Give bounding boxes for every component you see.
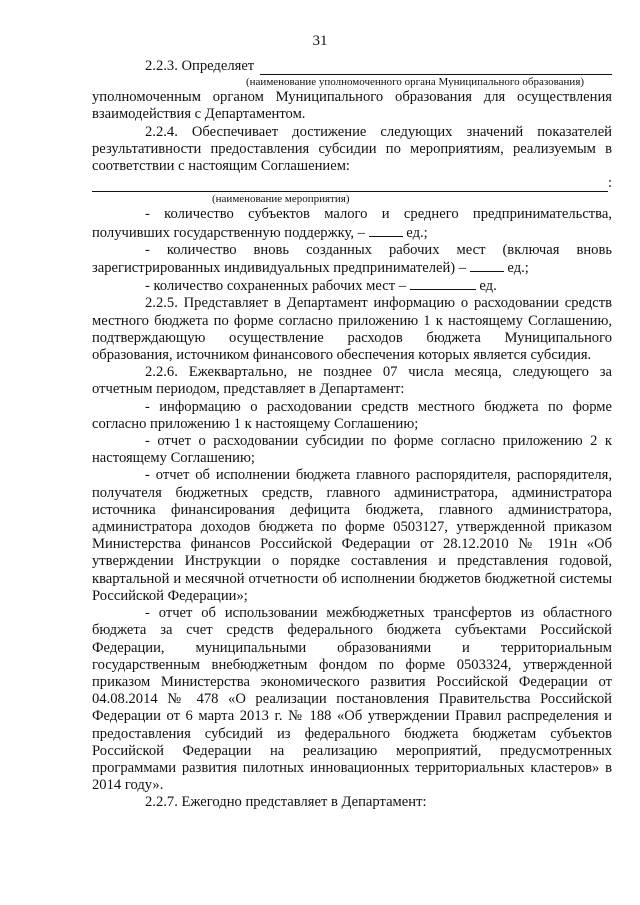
indicator-unit: ед. <box>479 278 497 295</box>
report-item: - информацию о расходовании средств местного бюджета по форме согласно приложению 1 к настоящему Соглашению; <box>92 398 612 432</box>
clause-2-2-4: 2.2.4. Обеспечивает достижение следующих значений показателей результативности предоставления субсидии по мероприятиям, реализуемым в соответствии с настоящим Соглашением: <box>92 123 612 175</box>
indicator-value-blank <box>410 277 476 290</box>
indicator-item <box>92 242 612 277</box>
indicator-text: - количество вновь созданных рабочих мест (включая вновь зарегистрированных индивидуальных предпринимателей) – <box>92 241 612 277</box>
report-item: - отчет об использовании межбюджетных трансфертов из областного бюджета за счет средств федерального бюджета субъектами Российской Федерации, муниципальными образованиями и территориальным государственным внебюджетным фондом по форме 0503324, утвержденной приказом Министерства экономического развития Российской Федерации от 04.08.2014 № 478 «О реализации постановления Правительства Российской Федерации от 6 марта 2013 г. № 188 «Об утверждении Правил распределения и предоставления субсидий из федерального бюджета бюджетам субъектов Российской Федерации на реализацию мероприятий, предусмотренных программами развития пилотных инновационных территориальных кластеров» в 2014 году». <box>92 605 612 794</box>
blank-activity-name <box>92 178 608 192</box>
indicator-item <box>92 277 612 295</box>
indicator-value-blank <box>369 224 403 237</box>
indicator-item <box>92 206 612 241</box>
activity-line <box>92 175 612 192</box>
clause-2-2-3-lead: 2.2.3. Определяет <box>145 58 255 74</box>
indicator-unit: ед.; <box>406 224 428 241</box>
clause-2-2-5: 2.2.5. Представляет в Департамент информацию о расходовании средств местного бюджета по форме согласно приложению 1 к настоящему Соглашению, подтверждающую осуществление расходов бюджета Муниципального образования, источником финансового обеспечения которых является субсидия. <box>92 295 612 364</box>
clause-2-2-7: 2.2.7. Ежегодно представляет в Департамент: <box>145 794 427 811</box>
caption-authority: (наименование уполномоченного органа Муниципального образования) <box>246 76 585 89</box>
clause-2-2-3-continuation: уполномоченным органом Муниципального образования для осуществления взаимодействия с Департаментом. <box>92 89 612 123</box>
report-item: - отчет о расходовании субсидии по форме согласно приложению 2 к настоящему Соглашению; <box>92 433 612 467</box>
clause-2-2-6: 2.2.6. Ежеквартально, не позднее 07 числа месяца, следующего за отчетным периодом, представляет в Департамент: <box>92 364 612 398</box>
indicator-text: - количество сохраненных рабочих мест – <box>145 278 407 295</box>
activity-colon: : <box>607 175 612 192</box>
indicator-value-blank <box>470 259 504 272</box>
clause-2-2-3 <box>92 58 612 75</box>
caption-activity: (наименование мероприятия) <box>212 193 350 206</box>
blank-authority-name <box>260 61 612 75</box>
report-item: - отчет об исполнении бюджета главного распорядителя, распорядителя, получателя бюджетных средств, главного администратора, администратора источника финансирования дефицита бюджета, главного администратора, администратора доходов бюджета по форме 0503127, утвержденной приказом Министерства финансов Российской Федерации от 28.12.2010 № 191н «Об утверждении Инструкции о порядке составления и представления годовой, квартальной и месячной отчетности об исполнении бюджетов бюджетной системы Российской Федерации»; <box>92 467 612 604</box>
document-body <box>92 58 612 812</box>
indicator-unit: ед.; <box>507 260 529 277</box>
page-number: 31 <box>312 33 328 49</box>
indicator-text: - количество субъектов малого и среднего предпринимательства, получивших государственную поддержку, – <box>92 206 612 241</box>
